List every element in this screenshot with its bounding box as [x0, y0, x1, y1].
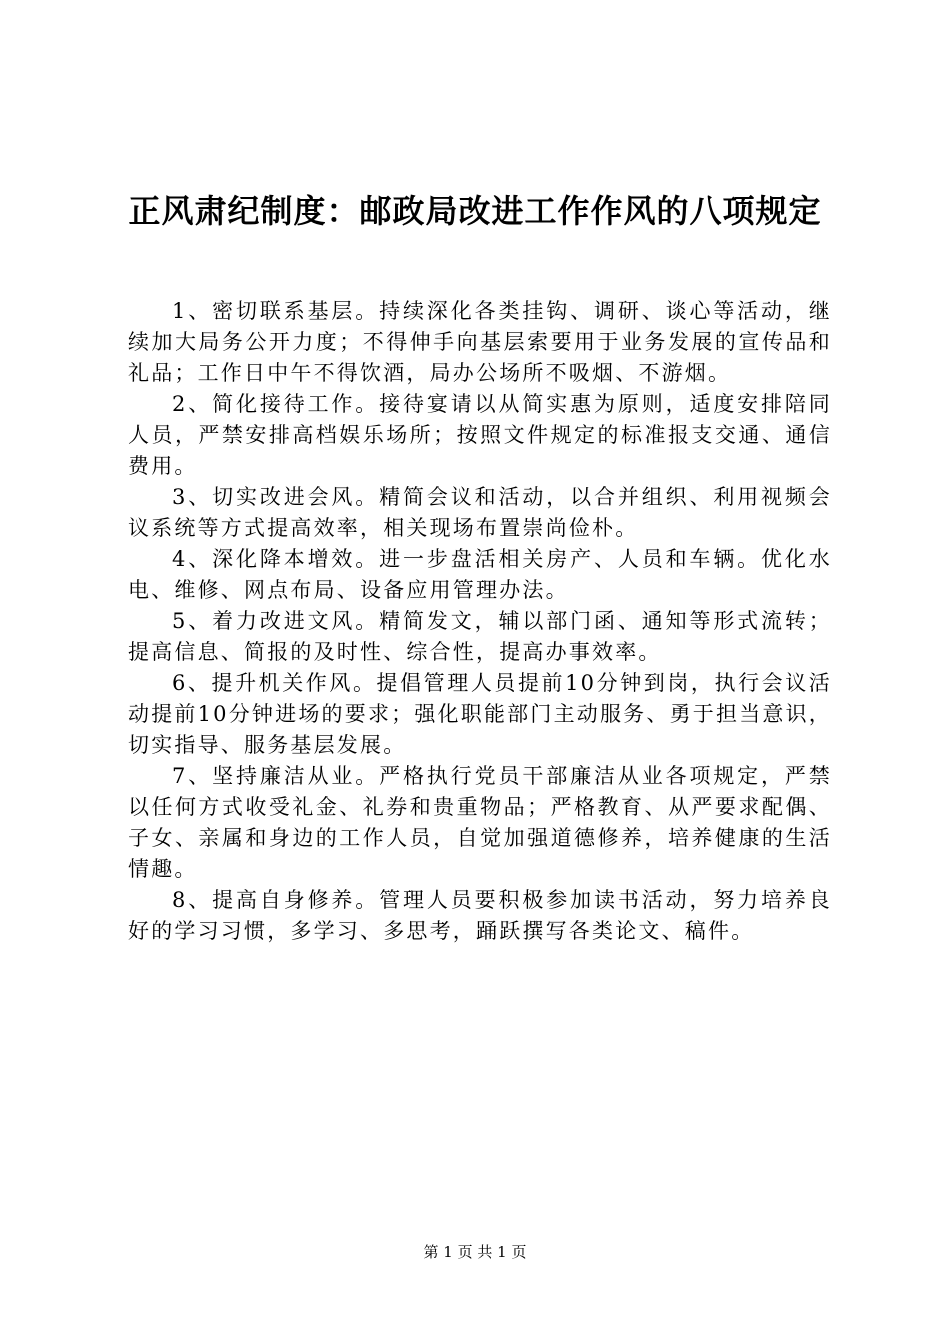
- page-footer: 第 1 页 共 1 页: [423, 1243, 527, 1261]
- document-title: 正风肃纪制度：邮政局改进工作作风的八项规定: [128, 192, 822, 230]
- rule-paragraph-4: 4、深化降本增效。进一步盘活相关房产、人员和车辆。优化水电、维修、网点布局、设备应用管理办法。: [128, 547, 832, 602]
- rule-paragraph-5: 5、着力改进文风。精简发文，辅以部门函、通知等形式流转；提高信息、简报的及时性、综合性，提高办事效率。: [128, 609, 832, 664]
- rule-paragraph-1: 1、密切联系基层。持续深化各类挂钩、调研、谈心等活动，继续加大局务公开力度；不得伸手向基层索要用于业务发展的宣传品和礼品；工作日中午不得饮酒，局办公场所不吸烟、不游烟。: [128, 299, 832, 385]
- document-body: [128, 296, 832, 947]
- rule-paragraph-6: 6、提升机关作风。提倡管理人员提前10分钟到岗，执行会议活动提前10分钟进场的要求；强化职能部门主动服务、勇于担当意识，切实指导、服务基层发展。: [128, 671, 832, 757]
- rule-paragraph-8: 8、提高自身修养。管理人员要积极参加读书活动，努力培养良好的学习习惯，多学习、多思考，踊跃撰写各类论文、稿件。: [128, 888, 832, 943]
- rule-paragraph-3: 3、切实改进会风。精简会议和活动，以合并组织、利用视频会议系统等方式提高效率，相关现场布置崇尚俭朴。: [128, 485, 832, 540]
- rule-paragraph-2: 2、简化接待工作。接待宴请以从简实惠为原则，适度安排陪同人员，严禁安排高档娱乐场所；按照文件规定的标准报支交通、通信费用。: [128, 392, 832, 478]
- rule-paragraph-7: 7、坚持廉洁从业。严格执行党员干部廉洁从业各项规定，严禁以任何方式收受礼金、礼券和贵重物品；严格教育、从严要求配偶、子女、亲属和身边的工作人员，自觉加强道德修养，培养健康的生活情趣。: [128, 764, 832, 881]
